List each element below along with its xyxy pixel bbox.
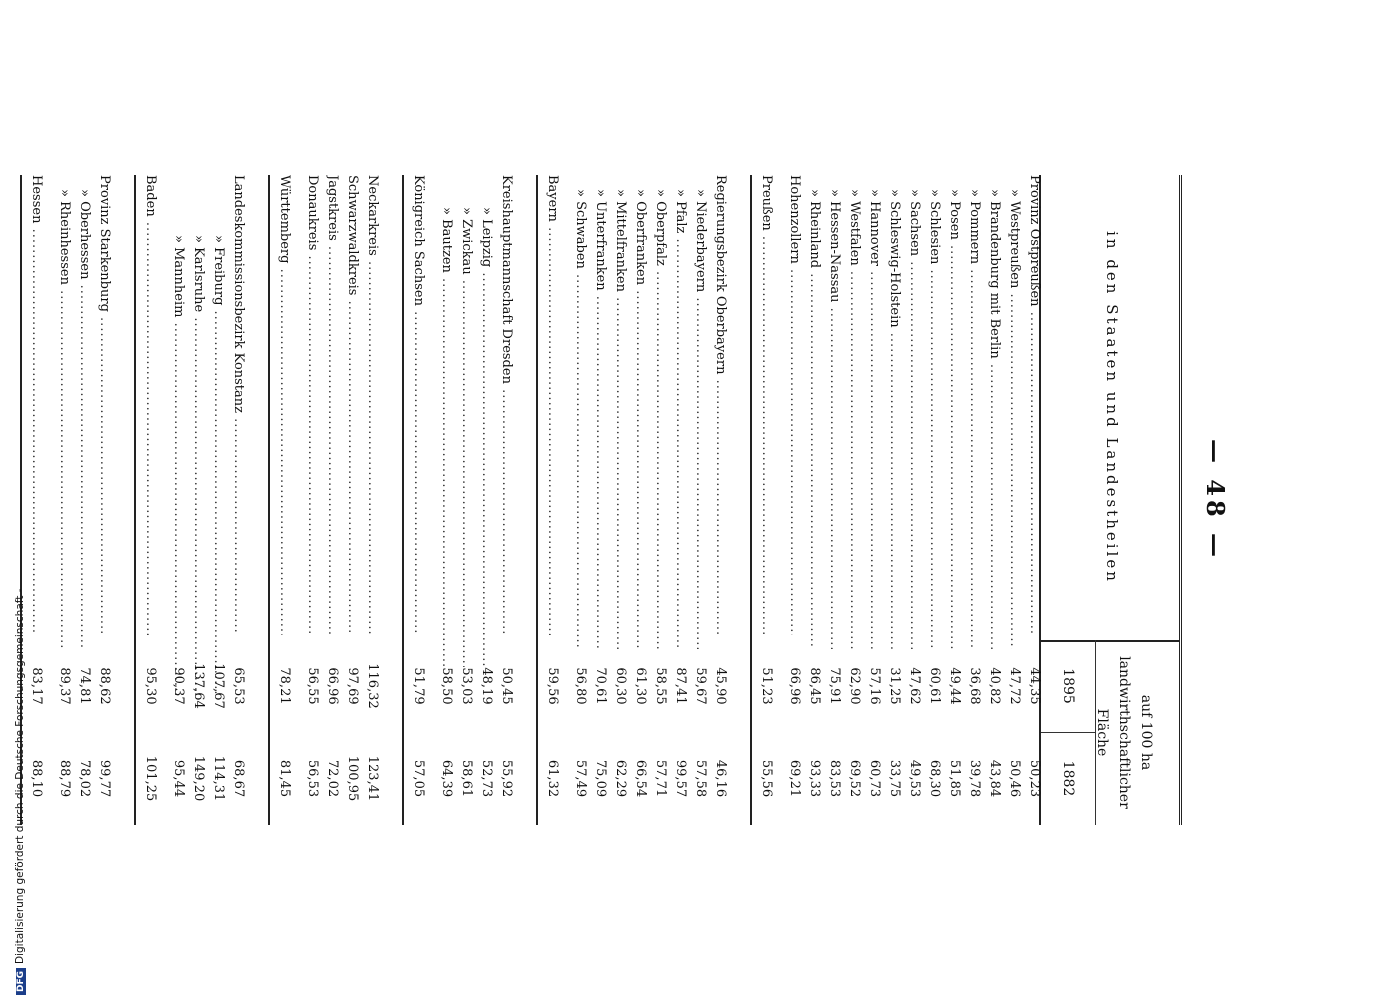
value-1895: 59,67 xyxy=(693,667,708,705)
total-label: Preußen xyxy=(759,175,774,231)
row-name: » Rheinland ..... xyxy=(804,175,824,649)
section-rule xyxy=(536,175,538,825)
value-1882: 95,44 xyxy=(171,759,186,798)
row-name: » Schlesien ..... xyxy=(924,175,944,649)
row-name: » Oberhessen ..... xyxy=(74,175,94,649)
total-value-1895: 95,30 xyxy=(143,667,158,705)
dfg-logo: DFG xyxy=(16,968,26,995)
value-1895: 50,45 xyxy=(499,667,514,705)
section-gap xyxy=(248,175,268,825)
value-1882: 68,30 xyxy=(927,759,942,798)
row-name: » Niederbayern ..... xyxy=(690,175,710,649)
value-1895: 89,37 xyxy=(57,667,72,705)
value-1882: 60,73 xyxy=(867,759,882,798)
row-name: Schwarzwaldkreis ..... xyxy=(342,175,362,635)
value-1882: 52,73 xyxy=(479,759,494,798)
value-1895: 61,30 xyxy=(633,667,648,705)
value-1895: 47,62 xyxy=(907,667,922,705)
row-name: » Rheinhessen ..... xyxy=(54,175,74,649)
value-1882: 39,78 xyxy=(967,759,982,798)
table-row xyxy=(322,175,342,825)
table-header xyxy=(1039,175,1182,825)
value-1882: 46,16 xyxy=(713,759,728,798)
total-value-1895: 51,23 xyxy=(759,667,774,705)
table-row xyxy=(208,175,228,825)
value-1895: 70,61 xyxy=(593,667,608,705)
value-1882: 58,61 xyxy=(459,759,474,798)
value-1895: 56,80 xyxy=(573,667,588,705)
table-row xyxy=(456,175,476,825)
value-1895: 90,37 xyxy=(171,667,186,705)
total-row xyxy=(408,175,428,825)
value-1882: 149,20 xyxy=(191,755,206,802)
table-row xyxy=(804,175,824,825)
value-1895: 107,67 xyxy=(211,663,226,709)
total-name xyxy=(542,175,562,635)
value-1895: 45,90 xyxy=(713,667,728,705)
table-row xyxy=(436,175,456,825)
table-row xyxy=(924,175,944,825)
total-value-1895: 83,17 xyxy=(29,667,44,705)
value-1895: 137,64 xyxy=(191,663,206,709)
header-year-1882: 1882 xyxy=(1060,760,1076,797)
total-row xyxy=(274,175,294,825)
table-row xyxy=(302,175,322,825)
value-1895: 75,91 xyxy=(827,667,842,705)
table-row xyxy=(496,175,516,825)
row-name: Jagstkreis ..... xyxy=(322,175,342,635)
table-row xyxy=(864,175,884,825)
value-1882: 72,02 xyxy=(325,759,340,798)
value-1895: 60,30 xyxy=(613,667,628,705)
total-value-1895: 59,56 xyxy=(545,667,560,705)
header-group-label: auf 100 ha landwirthschaftlicher Fläche xyxy=(1095,640,1179,825)
value-1882: 64,39 xyxy=(439,759,454,798)
value-1895: 56,55 xyxy=(305,667,320,705)
table-row xyxy=(784,175,804,825)
value-1882: 69,52 xyxy=(847,759,862,798)
value-1882: 33,75 xyxy=(887,759,902,798)
table-row xyxy=(188,175,208,825)
total-value-1882: 57,05 xyxy=(411,759,426,798)
value-1882: 114,31 xyxy=(211,755,226,802)
table-row xyxy=(74,175,94,825)
value-1895: 97,69 xyxy=(345,667,360,705)
value-1895: 31,25 xyxy=(887,667,902,705)
row-name: » Karlsruhe ..... xyxy=(188,175,208,695)
table-row xyxy=(670,175,690,825)
table-row xyxy=(168,175,188,825)
row-name: Provinz Ostpreußen ..... xyxy=(1024,175,1044,635)
value-1895: 49,44 xyxy=(947,667,962,705)
table-row xyxy=(570,175,590,825)
section-rule xyxy=(268,175,270,825)
table-row xyxy=(54,175,74,825)
row-name: Donaukreis ..... xyxy=(302,175,322,635)
value-1882: 57,49 xyxy=(573,759,588,798)
value-1895: 66,96 xyxy=(787,667,802,705)
value-1895: 66,96 xyxy=(325,667,340,705)
row-name: » Brandenburg mit Berlin ..... xyxy=(984,175,1004,649)
value-1895: 65,53 xyxy=(231,667,246,705)
total-value-1882: 61,32 xyxy=(545,759,560,798)
value-1895: 48,19 xyxy=(479,667,494,705)
total-row xyxy=(26,175,46,825)
header-year-1895: 1895 xyxy=(1041,640,1095,733)
value-1882: 75,09 xyxy=(593,759,608,798)
table-row xyxy=(476,175,496,825)
row-name: Regierungsbezirk Oberbayern ..... xyxy=(710,175,730,635)
value-1882: 99,77 xyxy=(97,759,112,798)
row-name: » Westfalen ..... xyxy=(844,175,864,649)
value-1895: 116,32 xyxy=(365,663,380,709)
value-1882: 100,95 xyxy=(345,755,360,802)
value-1882: 66,54 xyxy=(633,759,648,798)
section-gap xyxy=(730,175,750,825)
total-name xyxy=(26,175,46,635)
value-1895: 53,03 xyxy=(459,667,474,705)
row-name: » Freiburg ..... xyxy=(208,175,228,695)
credit-text: Digitalisierung gefördert durch die Deutsche Forschungsgemeinschaft - xyxy=(14,588,26,964)
row-name: » Schwaben ..... xyxy=(570,175,590,649)
row-name: » Bautzen ..... xyxy=(436,175,456,667)
table-row xyxy=(1004,175,1024,825)
value-1882: 68,67 xyxy=(231,759,246,798)
value-1895: 86,45 xyxy=(807,667,822,705)
table-row xyxy=(824,175,844,825)
table-row xyxy=(710,175,730,825)
table-row xyxy=(904,175,924,825)
row-name: » Mannheim ..... xyxy=(168,175,188,695)
row-name: » Westpreußen ..... xyxy=(1004,175,1024,649)
value-1895: 47,72 xyxy=(1007,667,1022,705)
table-row xyxy=(844,175,864,825)
value-1882: 88,79 xyxy=(57,759,72,798)
row-name: » Pfalz ..... xyxy=(670,175,690,649)
value-1882: 93,33 xyxy=(807,759,822,798)
total-label: Württemberg xyxy=(277,175,292,264)
row-name: Landeskommissionsbezirk Konstanz ..... xyxy=(228,175,248,635)
value-1895: 40,82 xyxy=(987,667,1002,705)
value-1882: 69,21 xyxy=(787,759,802,798)
row-name: » Leipzig ..... xyxy=(476,175,496,667)
total-row xyxy=(542,175,562,825)
total-value-1882: 88,10 xyxy=(29,759,44,798)
total-value-1882: 81,45 xyxy=(277,759,292,798)
table-row xyxy=(984,175,1004,825)
value-1882: 50,46 xyxy=(1007,759,1022,798)
total-name xyxy=(408,175,428,635)
value-1882: 49,53 xyxy=(907,759,922,798)
table-row xyxy=(630,175,650,825)
value-1895: 62,90 xyxy=(847,667,862,705)
row-name: » Hessen-Nassau ..... xyxy=(824,175,844,649)
row-name: » Sachsen ..... xyxy=(904,175,924,649)
row-name: » Zwickau ..... xyxy=(456,175,476,667)
value-1895: 87,41 xyxy=(673,667,688,705)
table-row xyxy=(690,175,710,825)
value-1882: 83,53 xyxy=(827,759,842,798)
table-row xyxy=(228,175,248,825)
row-name: » Posen ..... xyxy=(944,175,964,649)
total-name xyxy=(140,175,160,635)
value-1895: 88,62 xyxy=(97,667,112,705)
value-1882: 56,53 xyxy=(305,759,320,798)
total-value-1882: 55,56 xyxy=(759,759,774,798)
value-1895: 74,81 xyxy=(77,667,92,705)
total-row xyxy=(140,175,160,825)
digitization-credit xyxy=(14,588,26,995)
total-value-1895: 78,21 xyxy=(277,667,292,705)
section-rule xyxy=(134,175,136,825)
value-1882: 57,58 xyxy=(693,759,708,798)
value-1882: 99,57 xyxy=(673,759,688,798)
table-body xyxy=(20,175,1044,825)
value-1882: 123,41 xyxy=(365,755,380,802)
row-name: » Pommern ..... xyxy=(964,175,984,649)
table-row xyxy=(884,175,904,825)
header-states-column xyxy=(1041,175,1179,642)
table-row xyxy=(944,175,964,825)
table-row xyxy=(362,175,382,825)
section-gap xyxy=(382,175,402,825)
value-1895: 36,68 xyxy=(967,667,982,705)
value-1895: 58,55 xyxy=(653,667,668,705)
table-row xyxy=(94,175,114,825)
value-1882: 57,71 xyxy=(653,759,668,798)
table-row xyxy=(610,175,630,825)
row-name: Kreishauptmannschaft Dresden ..... xyxy=(496,175,516,635)
section-gap xyxy=(516,175,536,825)
total-name xyxy=(756,175,776,635)
value-1895: 58,50 xyxy=(439,667,454,705)
header-states-label: in den Staaten und Landestheilen xyxy=(1103,231,1121,584)
rotated-page xyxy=(29,150,1250,850)
row-name: » Unterfranken ..... xyxy=(590,175,610,649)
value-1895: 44,35 xyxy=(1027,667,1042,705)
total-label: Baden xyxy=(143,175,158,217)
row-name: Neckarkreis ..... xyxy=(362,175,382,635)
section-rule xyxy=(402,175,404,825)
row-name: » Oberpfalz ..... xyxy=(650,175,670,649)
value-1882: 62,29 xyxy=(613,759,628,798)
total-name xyxy=(274,175,294,635)
section-gap xyxy=(114,175,134,825)
total-value-1882: 101,25 xyxy=(143,755,158,802)
total-label: Bayern xyxy=(545,175,560,222)
row-name: » Schleswig-Holstein ..... xyxy=(884,175,904,649)
table-row xyxy=(1024,175,1044,825)
page-content xyxy=(29,150,1250,850)
table-row xyxy=(650,175,670,825)
value-1882: 50,23 xyxy=(1027,759,1042,798)
table-row xyxy=(964,175,984,825)
value-1895: 57,16 xyxy=(867,667,882,705)
value-1882: 51,85 xyxy=(947,759,962,798)
table-row xyxy=(342,175,362,825)
page-number: — 48 — xyxy=(1201,438,1230,562)
row-name: » Mittelfranken ..... xyxy=(610,175,630,649)
row-name: » Oberfranken ..... xyxy=(630,175,650,649)
total-value-1895: 51,79 xyxy=(411,667,426,705)
value-1882: 55,92 xyxy=(499,759,514,798)
value-1895: 60,61 xyxy=(927,667,942,705)
table-row xyxy=(590,175,610,825)
total-label: Hessen xyxy=(29,175,44,224)
value-1882: 43,84 xyxy=(987,759,1002,798)
row-name: » Hannover ..... xyxy=(864,175,884,649)
row-name: Provinz Starkenburg ..... xyxy=(94,175,114,635)
total-label: Königreich Sachsen xyxy=(411,175,426,306)
row-name: Hohenzollern ..... xyxy=(784,175,804,635)
value-1882: 78,02 xyxy=(77,759,92,798)
section-rule xyxy=(750,175,752,825)
total-row xyxy=(756,175,776,825)
